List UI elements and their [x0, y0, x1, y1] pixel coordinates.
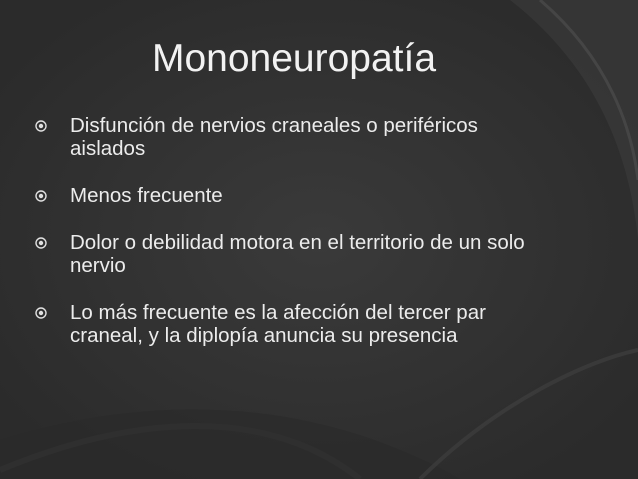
target-bullet-icon: [35, 237, 47, 249]
target-bullet-icon: [35, 120, 47, 132]
bullet-item: [35, 184, 555, 207]
slide-title: Mononeuropatía: [151, 37, 437, 80]
bullet-text: Disfunción de nervios craneales o periféricos aislados: [70, 114, 478, 160]
bullet-text: Menos frecuente: [70, 184, 223, 207]
bullet-item: [35, 114, 555, 160]
bullet-item: [35, 231, 555, 277]
bullet-text: Lo más frecuente es la afección del tercer par craneal, y la diplopía anuncia su presencia: [70, 301, 486, 347]
bullet-list: [35, 114, 555, 347]
target-bullet-icon: [35, 307, 47, 319]
bullet-item: [35, 301, 555, 347]
bullet-text: Dolor o debilidad motora en el territorio de un solo nervio: [70, 231, 525, 277]
target-bullet-icon: [35, 190, 47, 202]
